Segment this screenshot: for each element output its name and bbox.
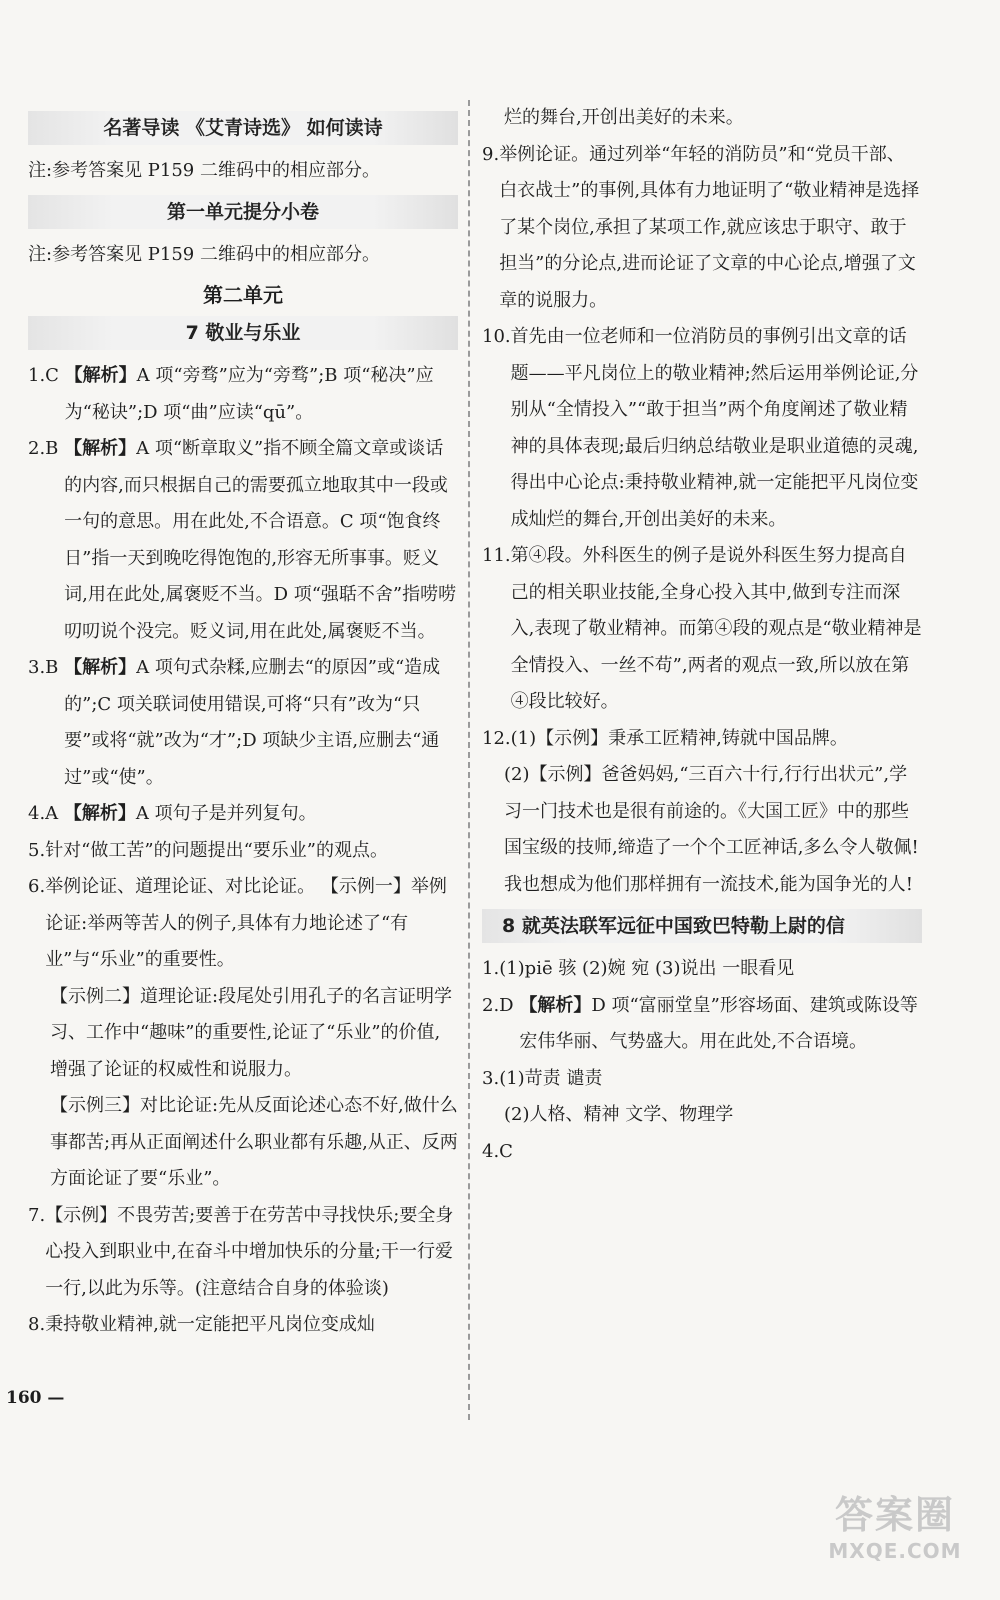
answer-item: 4.C <box>482 1140 513 1162</box>
answer-item <box>28 869 458 979</box>
answer-number: 10. <box>482 326 511 347</box>
answer-number: 4.A <box>28 803 64 824</box>
analysis-tag: 【解析】 <box>63 803 136 824</box>
answer-item <box>28 358 458 431</box>
answer-text: 首先由一位老师和一位消防员的事例引出文章的话题——平凡岗位上的敬业精神;然后运用举例论证,分别从“全情投入”“敢于担当”两个角度阐述了敬业精神的具体表现;最后归纳总结敬业是职业道德的灵魂,得出中心论点:秉持敬业精神,就一定能把平凡岗位变成灿烂的舞台,开创出美好的未来。 <box>510 326 919 530</box>
answer-item <box>28 1307 458 1344</box>
answer-text: A 项“断章取义”指不顾全篇文章或谈话的内容,而只根据自己的需要孤立地取其中一段或一句的意思。用在此处,不合语意。C 项“饱食终日”指一天到晚吃得饱饱的,形容无所事事。贬义词,用在此处,属褒贬不当。D 项“强聒不舍”指唠唠叨叨说个没完。贬义词,用在此处,属褒贬不当。 <box>64 438 457 642</box>
answer-text: (1)苛责 谴责 <box>499 1067 603 1089</box>
answer-number: 1.C <box>28 365 65 386</box>
answer-item <box>28 796 458 833</box>
unit-title: 第二单元 <box>203 283 283 307</box>
answer-text: (1)piē 骇 (2)婉 宛 (3)说出 一眼看见 <box>499 958 795 979</box>
answer-number: 2.D <box>482 994 520 1016</box>
answer-item <box>28 650 458 796</box>
answer-item <box>482 721 922 758</box>
answer-item <box>28 431 458 650</box>
watermark-logo-text: 答案圈 <box>834 1493 955 1537</box>
answer-item <box>28 833 458 870</box>
watermark-logo <box>820 1484 970 1564</box>
answer-text: 针对“做工苦”的问题提出“要乐业”的观点。 <box>45 839 388 861</box>
answer-text: 秉持敬业精神,就一定能把平凡岗位变成灿 <box>45 1314 375 1335</box>
answer-number: 5. <box>28 839 46 861</box>
answer-subitem: (2)【示例】爸爸妈妈,“三百六十行,行行出状元”,学习一门技术也是很有前途的。《大国工匠》中的那些国宝级的技师,缔造了一个个工匠神话,多么令人敬佩!我也想成为他们那样拥有一流技术,能为国争光的人! <box>504 764 919 895</box>
answer-text: A 项句式杂糅,应删去“的原因”或“造成的”;C 项关联词使用错误,可将“只有”改为“只要”或将“就”改为“才”;D 项缺少主语,应删去“通过”或“使”。 <box>64 657 441 788</box>
note-line: 注:参考答案见 P159 二维码中的相应部分。 <box>28 160 380 181</box>
section-banner-unit1-quiz: 第一单元提分小卷 <box>28 195 458 229</box>
left-column <box>28 105 458 1344</box>
answer-subitem: 【示例三】对比论证:先从反面论述心态不好,做什么事都苦;再从正面阐述什么职业都有乐趣,从正、反两方面论证了要“乐业”。 <box>50 1095 458 1189</box>
answer-subitem: 【示例二】道理论证:段尾处引用孔子的名言证明学习、工作中“趣味”的重要性,论证了“乐业”的价值,增强了论证的权威性和说服力。 <box>50 985 453 1080</box>
answer-continuation: 烂的舞台,开创出美好的未来。 <box>504 107 744 128</box>
answer-subitem: (2)人格、精神 文学、物理学 <box>504 1104 734 1125</box>
answer-item <box>482 538 922 721</box>
answer-text: (1)【示例】秉承工匠精神,铸就中国品牌。 <box>510 727 848 749</box>
note-line: 注:参考答案见 P159 二维码中的相应部分。 <box>28 244 380 265</box>
analysis-tag: 【解析】 <box>519 994 592 1016</box>
answer-number: 12. <box>482 727 511 749</box>
answer-number: 1. <box>482 958 500 979</box>
answer-number: 8. <box>28 1314 46 1335</box>
answer-number: 9. <box>482 143 500 165</box>
section-banner-classics: 名著导读 《艾青诗选》 如何读诗 <box>28 111 458 145</box>
answer-text: 举例论证。通过列举“年轻的消防员”和“党员干部、白衣战士”的事例,具体有力地证明了“敬业精神是选择了某个岗位,承担了某项工作,就应该忠于职守、敢于担当”的分论点,进而论证了文章的中心论点,增强了文章的说服力。 <box>499 143 920 311</box>
answer-number: 3. <box>482 1067 500 1089</box>
analysis-tag: 【解析】 <box>64 657 137 678</box>
watermark-url: MXQE.COM <box>828 1539 962 1563</box>
right-column <box>482 100 922 1170</box>
answer-item <box>482 319 922 538</box>
page-number: 160 — <box>6 1388 65 1408</box>
analysis-tag: 【解析】 <box>64 365 137 386</box>
lesson-banner-8: 8 就英法联军远征中国致巴特勒上尉的信 <box>482 909 922 943</box>
answer-item <box>482 951 922 988</box>
answer-text: A 项句子是并列复句。 <box>135 803 317 824</box>
answer-text: A 项“旁骛”应为“旁骛”;B 项“秘决”应为“秘诀”;D 项“曲”应读“qū”。 <box>64 365 434 423</box>
answer-number: 11. <box>482 545 511 566</box>
answer-text: 举例论证、道理论证、对比论证。 【示例一】举例论证:举两等苦人的例子,具体有力地论述了“有业”与“乐业”的重要性。 <box>45 876 447 970</box>
answer-item <box>482 1061 922 1098</box>
answer-item <box>482 137 922 320</box>
answer-text: 第④段。外科医生的例子是说外科医生努力提高自己的相关职业技能,全身心投入其中,做到专注而深入,表现了敬业精神。而第④段的观点是“敬业精神是全情投入、一丝不苟”,两者的观点一致,所以放在第④段比较好。 <box>510 545 922 712</box>
answer-number: 2.B <box>28 438 65 459</box>
answer-number: 3.B <box>28 657 65 678</box>
answer-item <box>482 988 922 1061</box>
column-divider <box>468 100 470 1420</box>
answer-text: 【示例】不畏劳苦;要善于在劳苦中寻找快乐;要全身心投入到职业中,在奋斗中增加快乐的分量;干一行爱一行,以此为乐等。(注意结合自身的体验谈) <box>45 1204 454 1299</box>
answer-number: 7. <box>28 1204 46 1226</box>
analysis-tag: 【解析】 <box>64 438 137 459</box>
answer-text: D 项“富丽堂皇”形容场面、建筑或陈设等宏伟华丽、气势盛大。用在此处,不合语境。 <box>519 994 918 1052</box>
answer-number: 6. <box>28 876 46 897</box>
lesson-banner-7: 7 敬业与乐业 <box>28 316 458 350</box>
answer-item <box>28 1198 458 1308</box>
